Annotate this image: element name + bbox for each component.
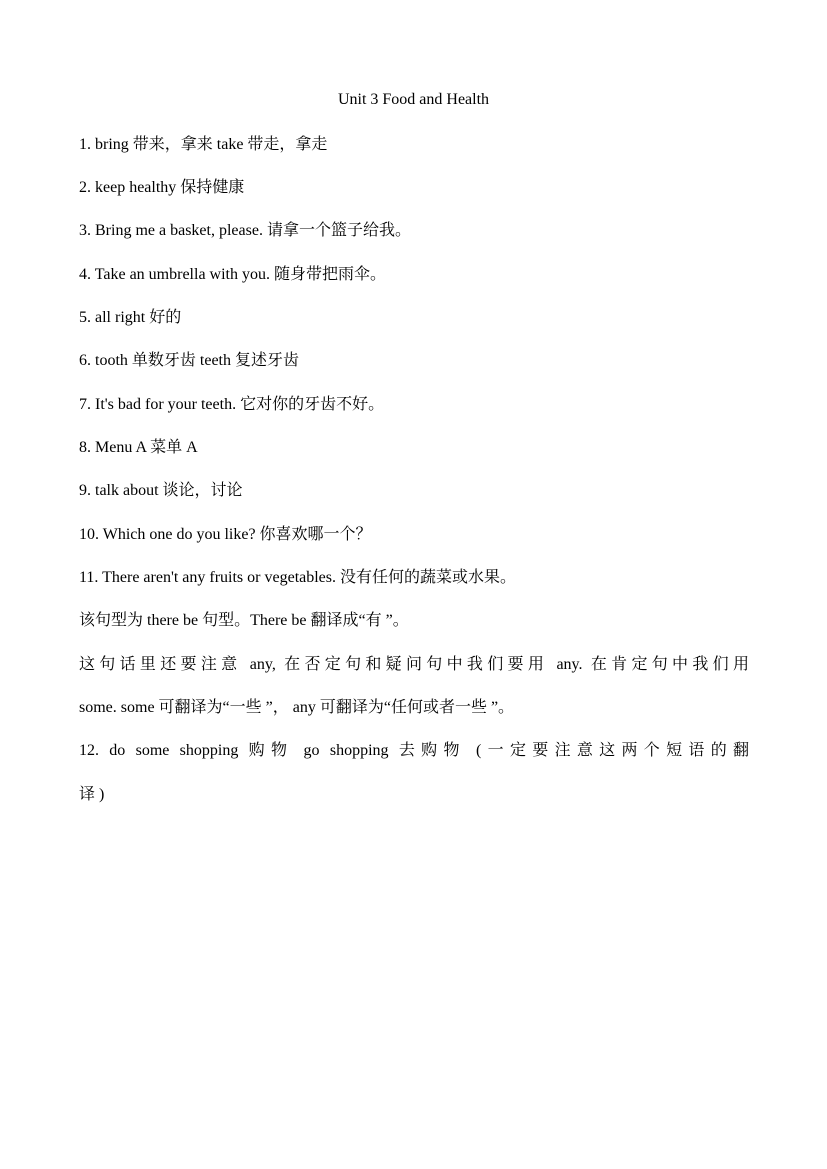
vocab-line-7: 7. It's bad for your teeth. 它对你的牙齿不好。 [79,396,385,413]
vocab-line-11: 11. There aren't any fruits or vegetables. 没有任何的蔬菜或水果。 [79,569,517,586]
grammar-note-1: 该句型为 there be 句型。There be 翻译成“有 ”。 [79,612,409,629]
vocab-line-5: 5. all right 好的 [79,309,182,326]
vocab-line-12: 12. do some shopping 购物 go shopping 去购物 (一定要注意这两个短语的翻 [79,742,749,759]
vocab-line-6: 6. tooth 单数牙齿 teeth 复述牙齿 [79,352,299,369]
grammar-note-3: some. some 可翻译为“一些 ”， any 可翻译为“任何或者一些 ”。 [79,699,515,716]
vocab-line-10: 10. Which one do you like? 你喜欢哪一个？ [79,526,372,543]
vocab-line-2: 2. keep healthy 保持健康 [79,179,245,196]
grammar-note-2: 这句话里还要注意 any, 在否定句和疑问句中我们要用 any. 在肯定句中我们用 [79,656,749,673]
document-title: Unit 3 Food and Health [337,91,490,108]
vocab-line-8: 8. Menu A 菜单 A [79,439,198,456]
vocab-line-12-continued: 译 ) [79,786,105,803]
vocab-line-9: 9. talk about 谈论，讨论 [79,482,243,499]
vocab-line-1: 1. bring 带来，拿来 take 带走，拿走 [79,136,328,153]
vocab-line-3: 3. Bring me a basket, please. 请拿一个篮子给我。 [79,222,411,239]
vocab-line-4: 4. Take an umbrella with you. 随身带把雨伞。 [79,266,386,283]
